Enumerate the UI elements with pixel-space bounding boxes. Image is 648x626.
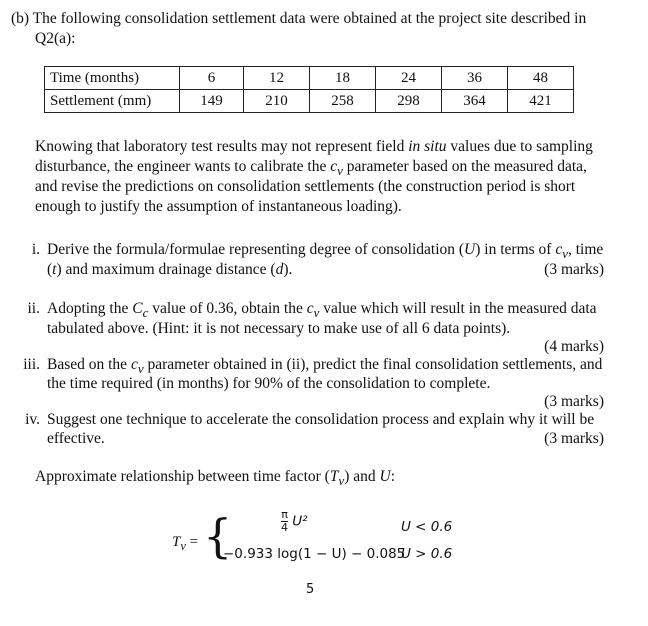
table-row-settlement [45, 90, 574, 113]
table-cell: 210 [244, 90, 310, 113]
table-cell: 18 [310, 67, 376, 90]
table-row-time [45, 67, 574, 90]
row-label-time: Time (months) [45, 67, 180, 90]
part-b-line2: Q2(a): [35, 30, 76, 47]
table-cell: 258 [310, 90, 376, 113]
marks-iii: (3 marks) [544, 393, 604, 410]
marks-i: (3 marks) [544, 261, 604, 278]
table-cell: 48 [508, 67, 574, 90]
settlement-data-table [44, 66, 574, 113]
relationship-heading: Approximate relationship between time factor $(T_v)$ and U: [35, 468, 395, 489]
marks-ii: (4 marks) [544, 338, 604, 355]
brace: { [203, 509, 233, 563]
table-cell: 149 [180, 90, 244, 113]
page-number: 5 [306, 582, 315, 597]
table-cell: 12 [244, 67, 310, 90]
marks-iv: (3 marks) [544, 430, 604, 447]
part-b-line1: (b) The following consolidation settlement data were obtained at the project site described in [11, 10, 587, 27]
intro-paragraph: Knowing that laboratory test results may not represent field in situ values due to sampling disturbance, the engineer wants to calibrate the $c_v$ parameter based on the measured data, and revise the predictions on consolidation settlements (the construction period is short enough to justify the assumption of instantaneous loading). [35, 138, 593, 215]
table-cell: 36 [442, 67, 508, 90]
row-label-settlement: Settlement (mm) [45, 90, 180, 113]
table-cell: 421 [508, 90, 574, 113]
table-cell: 24 [376, 67, 442, 90]
table-cell: 6 [180, 67, 244, 90]
table-cell: 364 [442, 90, 508, 113]
table-cell: 298 [376, 90, 442, 113]
